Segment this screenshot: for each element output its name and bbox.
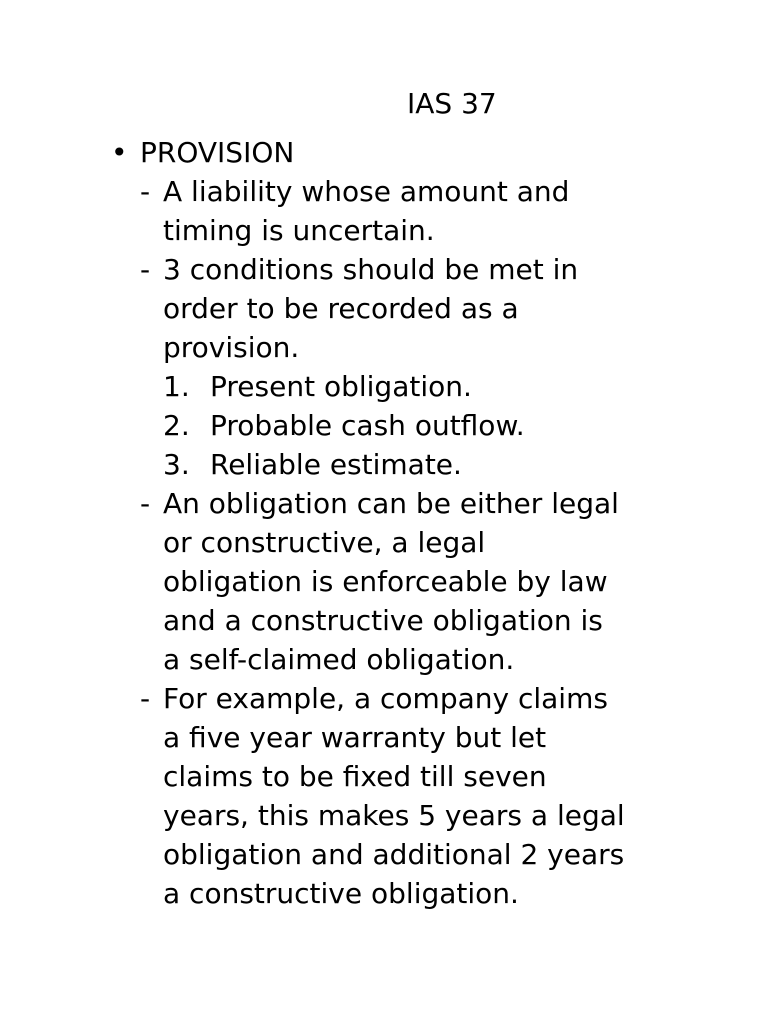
provision-points-list xyxy=(111,172,711,913)
text-line: order to be recorded as a xyxy=(163,292,519,325)
text-line: An obligation can be either legal xyxy=(163,487,619,520)
condition-text: Present obligation. xyxy=(210,370,472,403)
point-conditions xyxy=(111,250,711,484)
provision-section xyxy=(111,133,711,913)
dash-marker: - xyxy=(140,682,151,715)
dash-marker: - xyxy=(140,175,151,208)
point-text xyxy=(163,484,683,679)
text-line: obligation is enforceable by law xyxy=(163,565,608,598)
dash-marker: - xyxy=(140,487,151,520)
text-line: provision. xyxy=(163,331,300,364)
point-text xyxy=(163,250,683,484)
text-line: claims to be fixed till seven xyxy=(163,760,547,793)
condition-number: 1. xyxy=(163,370,190,403)
point-example xyxy=(111,679,711,913)
text-line: obligation and additional 2 years xyxy=(163,838,625,871)
point-text xyxy=(163,679,683,913)
condition-item xyxy=(163,406,683,445)
condition-number: 3. xyxy=(163,448,190,481)
section-heading: PROVISION xyxy=(140,136,295,169)
condition-text: Probable cash outflow. xyxy=(210,409,525,442)
bullet-icon: • xyxy=(111,136,128,169)
text-line: or constructive, a legal xyxy=(163,526,486,559)
text-line: a constructive obligation. xyxy=(163,877,519,910)
text-line: a self-claimed obligation. xyxy=(163,643,515,676)
text-line: and a constructive obligation is xyxy=(163,604,603,637)
text-line: For example, a company claims xyxy=(163,682,608,715)
point-text xyxy=(163,172,683,250)
point-definition xyxy=(111,172,711,250)
point-obligation-types xyxy=(111,484,711,679)
condition-number: 2. xyxy=(163,409,190,442)
text-line: a five year warranty but let xyxy=(163,721,547,754)
text-line: timing is uncertain. xyxy=(163,214,435,247)
text-line: 3 conditions should be met in xyxy=(163,253,579,286)
text-line: years, this makes 5 years a legal xyxy=(163,799,625,832)
provision-bullet xyxy=(111,133,711,172)
condition-item xyxy=(163,445,683,484)
text-line: A liability whose amount and xyxy=(163,175,570,208)
condition-text: Reliable estimate. xyxy=(210,448,462,481)
page-title: IAS 37 xyxy=(407,87,497,120)
condition-item xyxy=(163,367,683,406)
dash-marker: - xyxy=(140,253,151,286)
conditions-list xyxy=(163,367,683,484)
